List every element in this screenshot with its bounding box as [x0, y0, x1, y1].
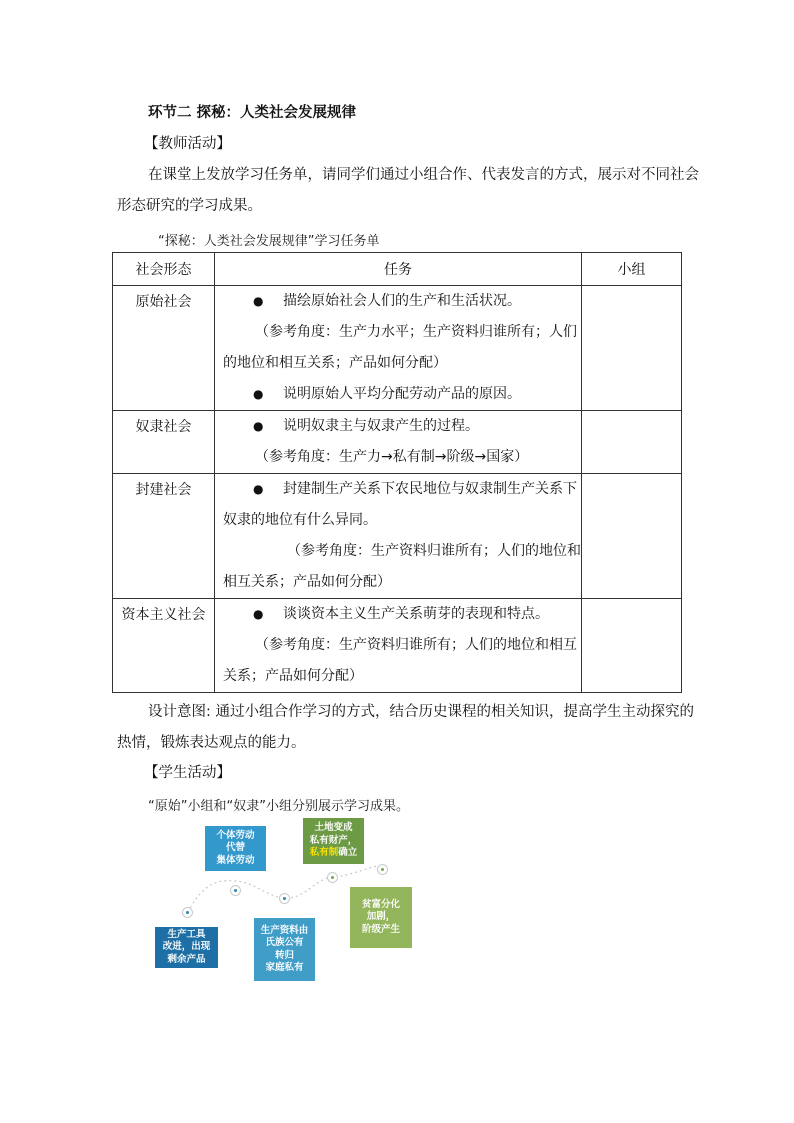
stage-box-class-formation: 贫富分化 加剧， 阶级产生 [350, 887, 412, 948]
bullet-icon: ● [253, 294, 264, 308]
task-bullet-line [223, 379, 573, 410]
bullet-icon: ● [253, 419, 264, 433]
design-intent-line1: 设计意图: 通过小组合作学习的方式，结合历史课程的相关知识，提高学生主动探究的 [148, 704, 694, 720]
task-bullet-line [223, 474, 577, 505]
teacher-paragraph-line2: 形态研究的学习成果。 [117, 198, 262, 214]
table-row [113, 474, 682, 599]
timeline-node-2 [230, 885, 241, 896]
task-bullet-line [223, 599, 573, 630]
task-cell [215, 411, 582, 474]
bullet-icon: ● [253, 482, 264, 496]
stage-box-individual-labor: 个体劳动 代替 集体劳动 [205, 826, 266, 871]
group-cell [582, 286, 682, 411]
task-text: 谈谈资本主义生产关系萌芽的表现和特点。 [283, 606, 549, 622]
task-text-line: 的地位和相互关系；产品如何分配） [223, 355, 447, 371]
social-form-cell: 封建社会 [113, 474, 215, 599]
section-title: 环节二 探秘：人类社会发展规律 [148, 105, 357, 121]
task-text-line: 奴隶的地位有什么异同。 [223, 512, 377, 528]
task-text-line: 相互关系；产品如何分配） [223, 574, 391, 590]
task-text-line: （参考角度：生产力→私有制→阶级→国家） [255, 449, 529, 465]
table-row [113, 286, 682, 411]
timeline-node-5 [377, 864, 388, 875]
design-intent-line2: 热情，锻炼表达观点的能力。 [117, 735, 306, 751]
social-form-cell: 奴隶社会 [113, 411, 215, 474]
task-text: 描绘原始社会人们的生产和生活状况。 [283, 293, 521, 309]
stage-box-private-ownership: 生产资料由 氏族公有 转归 家庭私有 [254, 918, 315, 981]
task-text-line: （参考角度：生产力水平；生产资料归谁所有；人们 [255, 324, 577, 340]
task-text: 说明奴隶主与奴隶产生的过程。 [283, 418, 479, 434]
table-header-row [113, 253, 682, 286]
student-activity-heading: 【学生活动】 [144, 765, 231, 781]
bullet-icon: ● [253, 607, 264, 621]
student-caption: “原始”小组和“奴隶”小组分别展示学习成果。 [148, 799, 409, 814]
task-text-line: 关系；产品如何分配） [223, 668, 363, 684]
task-cell [215, 599, 582, 693]
task-table [112, 252, 682, 693]
task-text-line: （参考角度：生产资料归谁所有；人们的地位和相互 [255, 637, 577, 653]
group-cell [582, 474, 682, 599]
stage-box-tools: 生产工具 改进，出现 剩余产品 [155, 927, 218, 968]
group-cell [582, 411, 682, 474]
table-caption: “探秘：人类社会发展规律”学习任务单 [158, 234, 380, 249]
task-text: 封建制生产关系下农民地位与奴隶制生产关系下 [283, 481, 577, 497]
task-cell [215, 286, 582, 411]
teacher-activity-heading: 【教师活动】 [144, 136, 231, 152]
task-text-line: （参考角度：生产资料归谁所有；人们的地位和 [287, 543, 581, 559]
teacher-paragraph-line1: 在课堂上发放学习任务单，请同学们通过小组合作、代表发言的方式，展示对不同社会 [148, 167, 699, 183]
timeline-node-3 [279, 893, 290, 904]
task-bullet-line [223, 411, 573, 442]
header-group: 小组 [582, 253, 682, 286]
timeline-node-1 [182, 907, 193, 918]
stage-box-land-property: 土地变成 私有财产， 私有制确立 [303, 818, 364, 864]
table-row [113, 411, 682, 474]
social-form-cell: 原始社会 [113, 286, 215, 411]
bullet-icon: ● [253, 387, 264, 401]
header-task: 任务 [215, 253, 582, 286]
timeline-node-4 [327, 872, 338, 883]
task-cell [215, 474, 582, 599]
table-row [113, 599, 682, 693]
task-text: 说明原始人平均分配劳动产品的原因。 [283, 386, 521, 402]
header-form: 社会形态 [113, 253, 215, 286]
group-cell [582, 599, 682, 693]
task-bullet-line [223, 286, 573, 317]
social-form-cell: 资本主义社会 [113, 599, 215, 693]
